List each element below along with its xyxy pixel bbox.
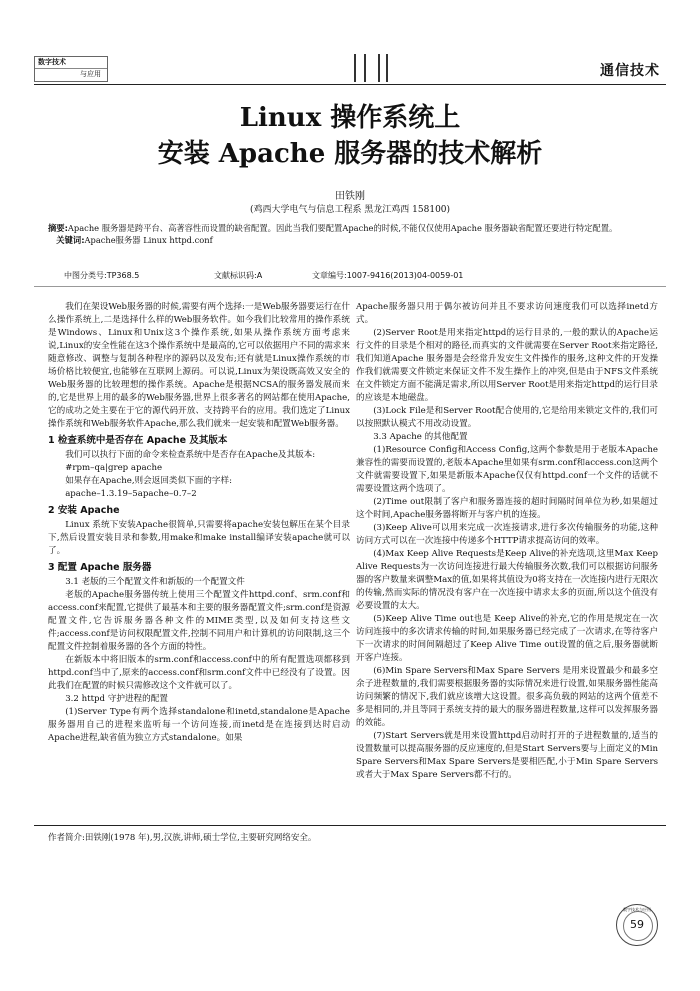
author: 田铁刚: [335, 191, 365, 202]
paragraph: (1)Resource Config和Access Config,这两个参数是用于老版本Apache兼容性的需要而设置的,老版本Apache里如果有srm.conf和access.con这两个文件就需要设置下,如果是新版本Apache仅仅有httpd.conf一个文件的话就不需要设置这两个选项了。: [356, 445, 658, 494]
abstract: [48, 222, 654, 246]
paragraph: Apache服务器只用于偶尔被访问并且不要求访问速度我们可以选择inetd方式。: [356, 302, 658, 325]
abstract-label: 摘要:: [48, 223, 68, 233]
paragraph: 我们可以执行下面的命令来检查系统中是否存在Apache及其版本:: [65, 450, 316, 460]
journal-logo: [34, 56, 108, 82]
section-heading-2: 2 安装 Apache: [48, 505, 120, 516]
section-title: 通信技术: [600, 63, 660, 79]
paragraph: 老版的Apache服务器传统上使用三个配置文件httpd.conf、srm.conf和access.conf来配置,它提供了最基本和主要的服务器配置文件;srm.conf是资源配置文件,它告诉服务器各种文件的MIME类型,以及如何支持这些文件;access.conf是访问权限配置文件,控制不同用户和计算机的访问限制,这三个配置文件控制着服务器的各个方面的特性。: [48, 590, 350, 652]
keywords-label: 关键词:: [56, 235, 85, 245]
paragraph: (4)Max Keep Alive Requests是Keep Alive的补充选项,这里Max Keep Alive Requests为一次访问连接进行最大传输服务次数,我们可以根据访问服务器的客户数量来调整Max的值,如果将其值设为0将支持在一次连接内进行无限次的传输,然而实际的情况没有客户在一次连接中请求太多的页面,所以这个值没有必要设置的太大。: [356, 549, 658, 611]
abstract-text: Apache 服务器是跨平台、高著容性而设置的缺省配置。因此当我们要配置Apache的时候,不能仅仅使用Apache 服务器缺省配置还要进行特定配置。: [67, 223, 618, 233]
affiliation: (鸡西大学电气与信息工程系 黑龙江鸡西 158100): [249, 205, 451, 215]
command-line: #rpm–qa|grep apache: [65, 463, 163, 473]
command-output: apache–1.3.19–5apache–0.7–2: [65, 489, 197, 499]
paragraph: Linux 系统下安装Apache很简单,只需要将apache安装包解压在某个目录下,然后设置安装目录和参数,用make和make install编译安装apache就可以了。: [48, 520, 350, 556]
section-heading-3: 3 配置 Apache 服务器: [48, 562, 152, 573]
article-title-line1: Linux 操作系统上: [239, 103, 461, 133]
paragraph: (1)Server Type有两个选择standalone和inetd,standalone是Apache服务器用自己的进程来监听每一个访问连接,而inetd是在连接到达时启动Apache进程,缺省值为独立方式standalone。如果: [48, 707, 350, 743]
meta-rule: [34, 286, 666, 287]
logo-bottom-text: 与应用: [80, 70, 101, 78]
footnote-rule: [34, 825, 666, 826]
badge-journal-name: 数字技术与应用: [623, 907, 651, 912]
paragraph: (2)Time out限制了客户和服务器连接的超时间隔时间单位为秒,如果超过这个时间,Apache服务器将断开与客户机的连接。: [356, 497, 658, 520]
paragraph: (7)Start Servers就是用来设置httpd启动时打开的子进程数量的,适当的设置数量可以提高服务器的反应速度的,但是Start Servers要与上面定义的Min Spare Servers和Max Spare Servers是要相匹配,小于Min Spare Servers或者大于Max Spare Servers都不行的。: [356, 731, 658, 780]
clc-number: 中图分类号:TP368.5: [64, 271, 140, 280]
article-number: 文章编号:1007-9416(2013)04-0059-01: [312, 271, 464, 280]
page-number: 59: [630, 918, 644, 931]
page-number-badge: [616, 904, 658, 946]
paragraph: (5)Keep Alive Time out也是 Keep Alive的补充,它的作用是规定在一次访问连接中的多次请求传输的时间,如果服务器已经完成了一次请求,在等待客户下一次请求的时间间隔超过了Keep Alive Time out设置的值之后,服务器就断开客户连接。: [356, 614, 658, 663]
right-column: [356, 301, 658, 782]
keywords: Apache服务器 Linux httpd.conf: [84, 235, 213, 245]
section-heading-1: 1 检查系统中是否存在 Apache 及其版本: [48, 435, 228, 446]
article-title-line2: 安装 Apache 服务器的技术解析: [157, 139, 543, 169]
paragraph: 在新版本中将旧版本的srm.conf和access.conf中的所有配置选项都移到httpd.conf当中了,原来的access.conf和srm.conf文件中已经没有了设置。因此我们在配置的时候只需修改这个文件就可以了。: [48, 655, 350, 691]
left-column: [48, 301, 350, 745]
paragraph: (2)Server Root是用来指定httpd的运行目录的,一般的默认的Apache运行文件的目录是个相对的路径,而真实的文件就需要在Server Root来指定路径,我们知道Apache 服务器是会经常升发安生文件操作的服务,这种文件的开发操作我们就需要文件锁定来保证文件不发生操作上的冲突,但是由于NFS文件系统在文件锁定方面不能满足需求,所以用Server Root是用来指定httpd的运行目录的应该是本地磁盘。: [356, 328, 658, 403]
paragraph: (6)Min Spare Servers和Max Spare Servers 是用来设置最少和最多空余子进程数量的,我们需要根据服务器的实际情况来进行设置,如果服务器性能高访问频繁的情况下,我们就应该增大这设置。很多高负载的网站的这两个值差不多是相同的,并且等同于系统支持的最大的服务器进程数量,这样可以发挥服务器的效能。: [356, 666, 658, 728]
document-code: 文献标识码:A: [214, 271, 263, 280]
page-header: [34, 54, 666, 84]
header-rule: [34, 84, 666, 85]
author-footnote: 作者简介:田铁刚(1978 年),男,汉族,讲师,硕士学位,主要研究网络安全。: [48, 833, 317, 843]
logo-top-text: 数字技术: [35, 57, 107, 69]
paragraph: 我们在架设Web服务器的时候,需要有两个选择:一是Web服务器要运行在什么操作系统上,二是选择什么样的Web服务软件。如今我们比较常用的操作系统是Windows、Linux和Unix这3个操作系统,如果从操作系统方面考虑来说,Linux的安全性能在这3个操作系统中是最高的,它可以依据用户不同的需求来随意修改、调整与复制各种程序的源码以及发布;还有就是Linux操作系统的市场价格比较便宜,也能够在互联网上源码。可以说,Linux为架设既高效又安全的Web服务器的比较理想的操作系统。Apache是根据NCSA的服务器发展而来的,它是世界上用的最多的Web服务器,世界上很多著名的网站都在使用Apache,它的成功之处主要在于它的源代码开放、支持跨平台的应用。我们选定了Linux操作系统和Web服务软件Apache,那么我们就来一起安装和配置Web服务器。: [48, 302, 350, 429]
header-decoration: [354, 54, 394, 82]
paragraph: (3)Lock File是和Server Root配合使用的,它是给用来锁定文件的,我们可以按照默认模式不用改动设置。: [356, 406, 658, 429]
paragraph: (3)Keep Alive可以用来完成一次连接请求,进行多次传输服务的功能,这种访问方式可以在一次连接中传递多个HTTP请求提高访问的效率。: [356, 523, 658, 546]
subsection-heading-3-1: 3.1 老版的三个配置文件和新版的一个配置文件: [65, 577, 245, 587]
subsection-heading-3-2: 3.2 httpd 守护进程的配置: [65, 694, 168, 704]
subsection-heading-3-3: 3.3 Apache 的其他配置: [373, 432, 468, 442]
paragraph: 如果存在Apache,则会返回类似下面的字样:: [65, 476, 232, 486]
